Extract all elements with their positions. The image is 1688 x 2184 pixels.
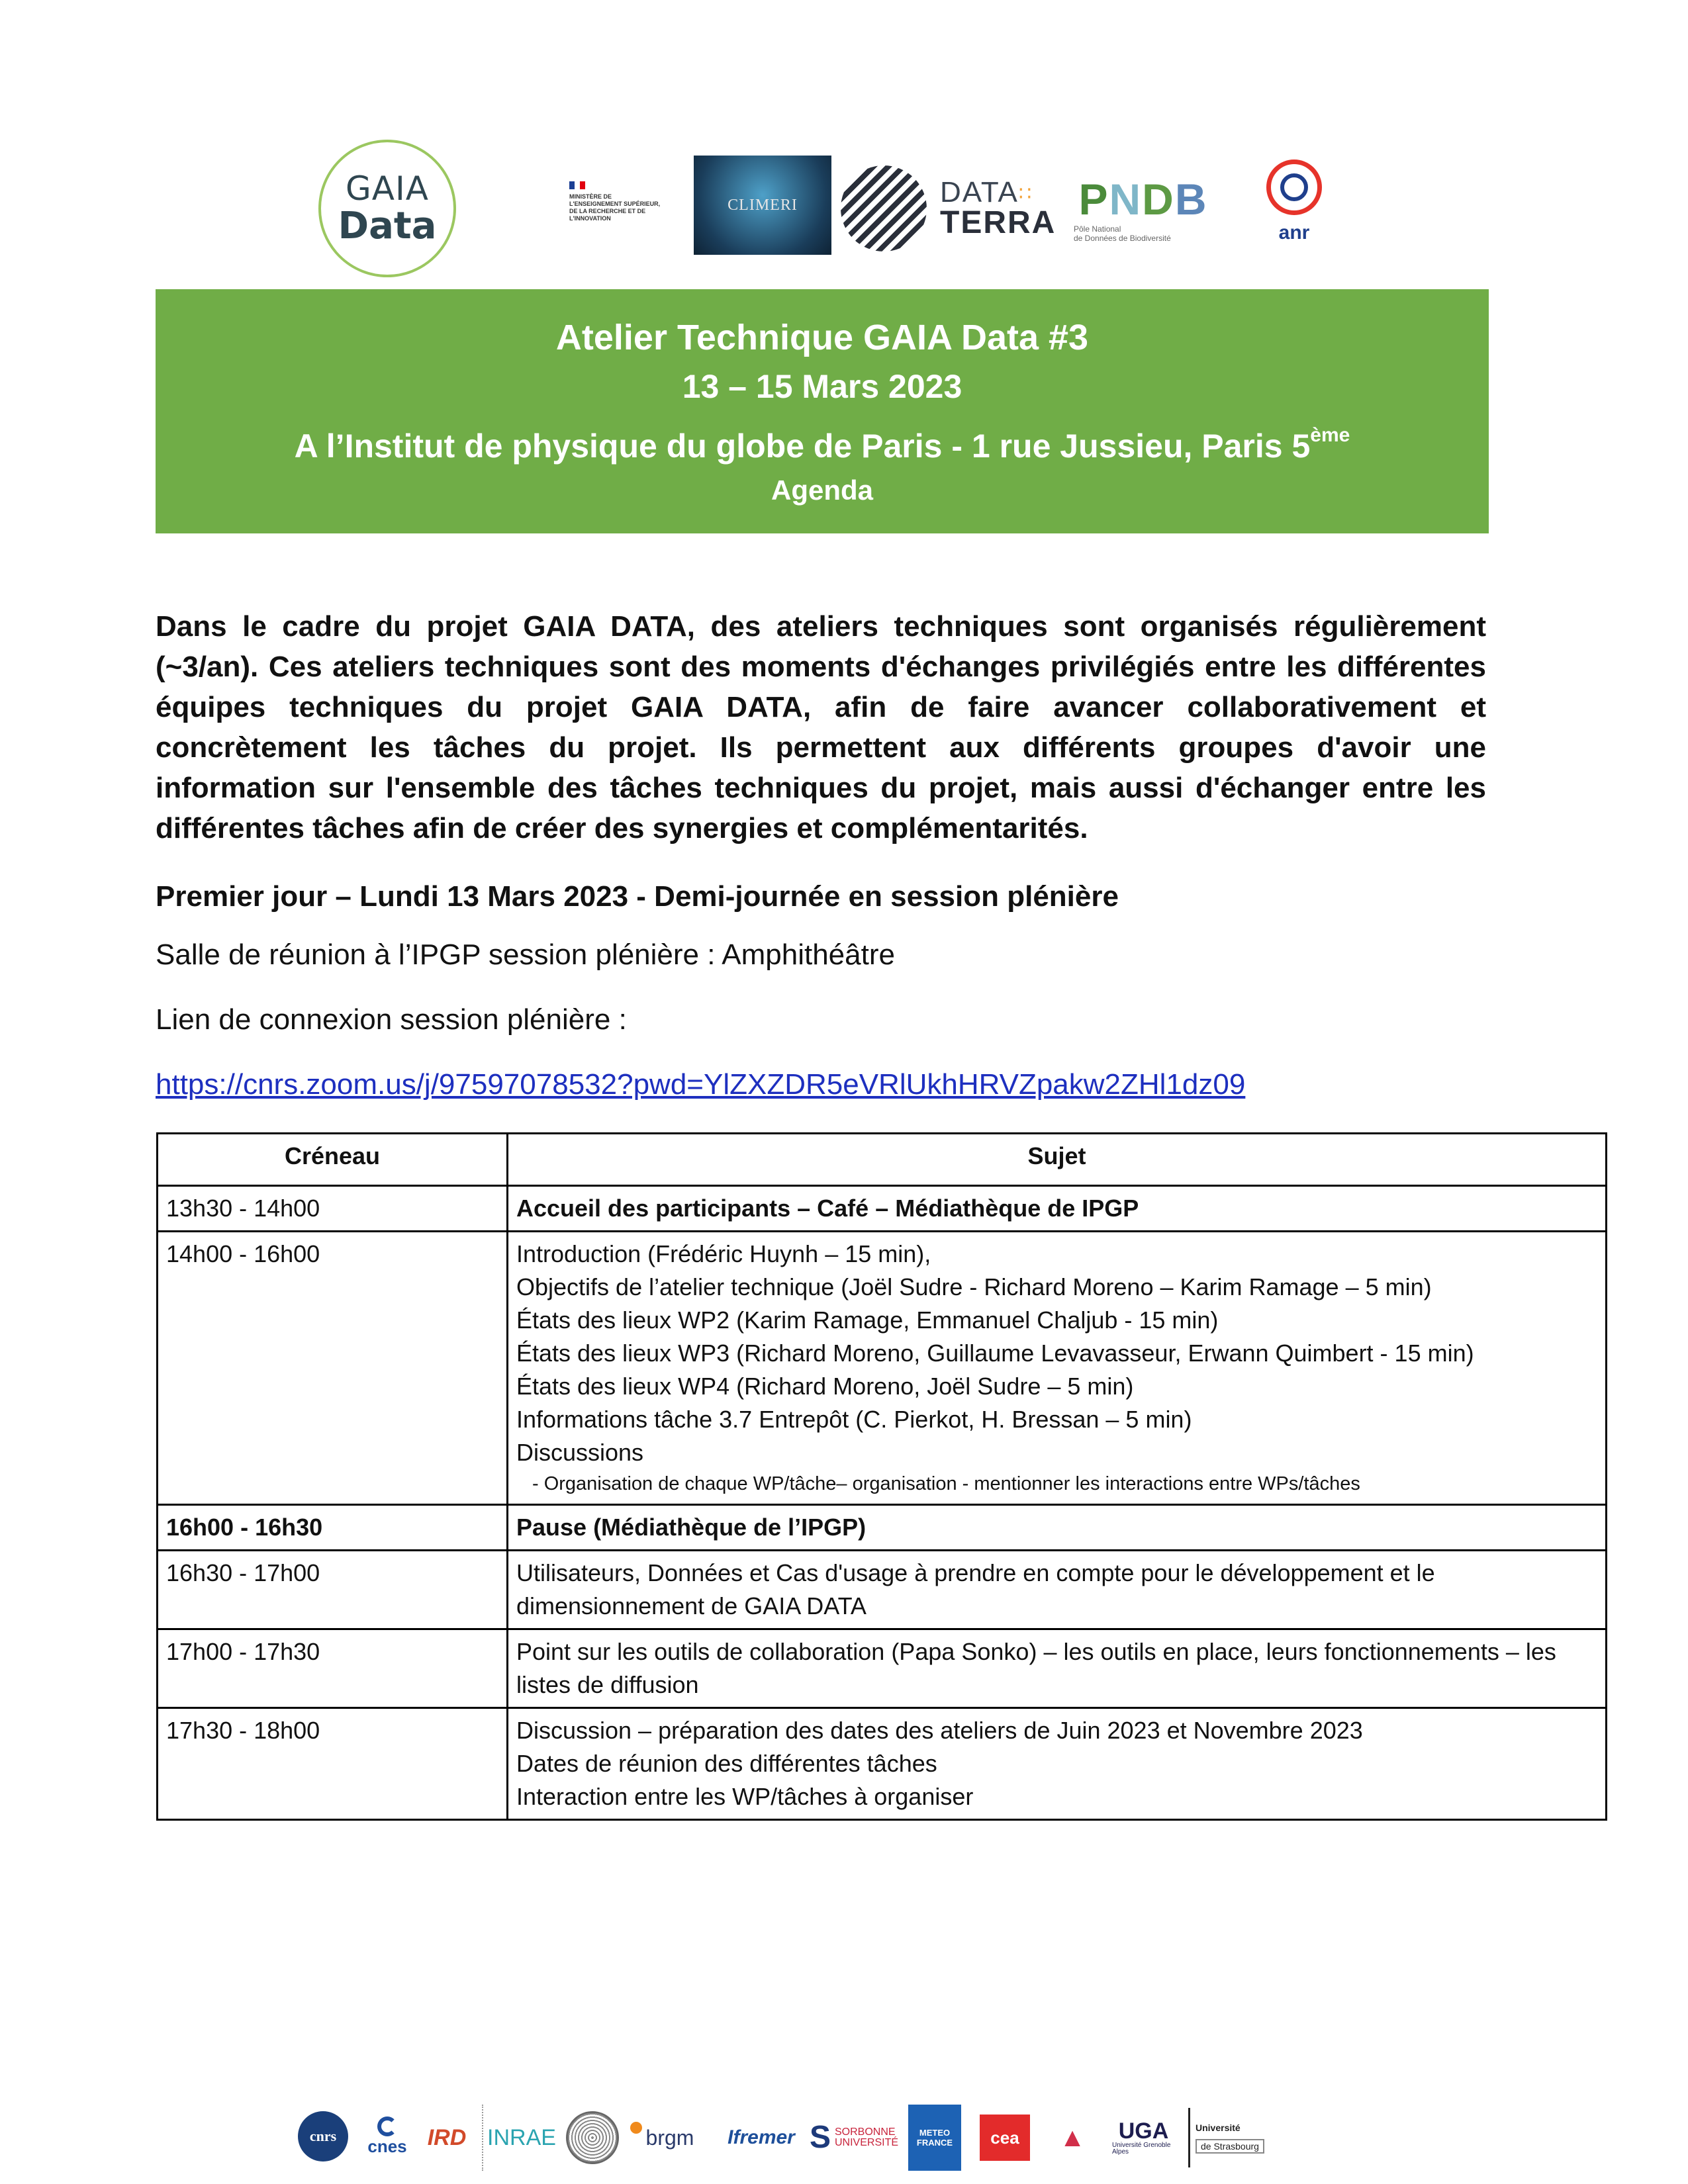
table-row bbox=[158, 1629, 1607, 1708]
data-terra-line2: TERRA bbox=[940, 205, 1056, 240]
zoom-link[interactable]: https://cnrs.zoom.us/j/97597078532?pwd=YlZXZDR5eVRlUkhHRVZpakw2ZHl1dz09 bbox=[156, 1068, 1246, 1101]
subject-line: Accueil des participants – Café – Médiathèque de IPGP bbox=[516, 1195, 1139, 1222]
event-place-sup: ème bbox=[1310, 424, 1350, 446]
subject-line: États des lieux WP2 (Karim Ramage, Emmanuel Chaljub - 15 min) bbox=[516, 1306, 1219, 1334]
partner-logos-top bbox=[0, 126, 1688, 278]
event-place-text: A l’Institut de physique du globe de Paris - 1 rue Jussieu, Paris 5 bbox=[294, 427, 1311, 465]
subject-line: Discussions bbox=[516, 1439, 644, 1466]
subject-line: Dates de réunion des différentes tâches bbox=[516, 1750, 937, 1777]
agenda-table bbox=[156, 1132, 1607, 1821]
inrae-logo bbox=[489, 2118, 555, 2158]
uga-sub: Université Grenoble Alpes bbox=[1112, 2142, 1171, 2156]
climeri-logo bbox=[694, 156, 831, 255]
pndb-sub1: Pôle National bbox=[1074, 224, 1121, 234]
cnes-text: cnes bbox=[367, 2136, 407, 2156]
slot-cell: 16h00 - 16h30 bbox=[158, 1505, 508, 1551]
connection-label: Lien de connexion session plénière : bbox=[156, 1003, 627, 1036]
anr-logo bbox=[1258, 152, 1331, 251]
meteo-text: METEO FRANCE bbox=[916, 2128, 953, 2148]
strasbourg-logo bbox=[1188, 2108, 1294, 2167]
subject-line: Pause (Médiathèque de l’IPGP) bbox=[516, 1514, 867, 1541]
stripes-logo bbox=[841, 165, 927, 251]
uga-text: UGA bbox=[1118, 2118, 1169, 2144]
table-row bbox=[158, 1505, 1607, 1551]
subject-subline: - Organisation de chaque WP/tâche– organisation - mentionner les interactions entre WPs/tâches bbox=[532, 1473, 1360, 1494]
table-row bbox=[158, 1186, 1607, 1232]
ird-logo bbox=[424, 2115, 470, 2161]
cea-text: cea bbox=[990, 2127, 1019, 2148]
uga-logo bbox=[1112, 2111, 1175, 2164]
inrae-text: INRAE bbox=[487, 2124, 556, 2150]
table-row bbox=[158, 1551, 1607, 1629]
subject-line: Objectifs de l’atelier technique (Joël Sudre - Richard Moreno – Karim Ramage – 5 min) bbox=[516, 1273, 1432, 1300]
data-terra-line1: DATA bbox=[940, 176, 1019, 208]
subject-line: Point sur les outils de collaboration (Papa Sonko) – les outils en place, leurs fonctionnements – les listes de diffusion bbox=[516, 1638, 1556, 1698]
ird-text: IRD bbox=[427, 2124, 467, 2150]
dots-icon: ∷ bbox=[1018, 183, 1033, 205]
gaia-data-logo bbox=[311, 139, 463, 278]
strasbourg-line1: Université bbox=[1196, 2122, 1241, 2133]
header-creneau: Créneau bbox=[158, 1134, 508, 1186]
french-flag-icon bbox=[569, 181, 585, 189]
table-row bbox=[158, 1232, 1607, 1505]
subject-line: Utilisateurs, Données et Cas d'usage à prendre en compte pour le développement et le dimensionnement de GAIA DATA bbox=[516, 1559, 1435, 1619]
subject-cell bbox=[508, 1505, 1607, 1551]
gaia-logo-line2: Data bbox=[338, 205, 437, 248]
subject-cell bbox=[508, 1708, 1607, 1820]
event-dates: 13 – 15 Mars 2023 bbox=[682, 367, 962, 405]
cea-logo bbox=[980, 2115, 1030, 2161]
anr-ring-icon bbox=[1266, 159, 1322, 215]
subject-line: Discussion – préparation des dates des ateliers de Juin 2023 et Novembre 2023 bbox=[516, 1717, 1363, 1744]
pndb-logo bbox=[1067, 152, 1219, 265]
logo-divider bbox=[482, 2105, 483, 2171]
slot-cell: 16h30 - 17h00 bbox=[158, 1551, 508, 1629]
subject-cell bbox=[508, 1186, 1607, 1232]
subject-cell bbox=[508, 1232, 1607, 1505]
subject-cell bbox=[508, 1551, 1607, 1629]
ifremer-logo bbox=[725, 2118, 798, 2158]
header-sujet: Sujet bbox=[508, 1134, 1607, 1186]
pndb-sub2: de Données de Biodiversité bbox=[1074, 234, 1171, 243]
event-place bbox=[295, 411, 1350, 471]
subject-line: Informations tâche 3.7 Entrepôt (C. Pierkot, H. Bressan – 5 min) bbox=[516, 1406, 1192, 1433]
meteo-france-logo bbox=[908, 2105, 961, 2171]
table-header-row bbox=[158, 1134, 1607, 1186]
subject-line: États des lieux WP3 (Richard Moreno, Guillaume Levavasseur, Erwann Quimbert - 15 min) bbox=[516, 1340, 1474, 1367]
agenda-label: Agenda bbox=[771, 474, 873, 506]
climeri-text: CLIMERI bbox=[727, 196, 798, 214]
anr-text: anr bbox=[1278, 222, 1310, 244]
intro-paragraph: Dans le cadre du projet GAIA DATA, des ateliers techniques sont organisés régulièrement (~3/an). Ces ateliers techniques sont des moments d'échanges privilégiés entre les différentes équipes techniques du projet GAIA DATA, afin de faire avancer collaborativement et concrètement les tâches du projet. Ils permettent aux différents groupes d'avoir une information sur l'ensemble des tâches techniques du projet, mais aussi d'échanger entre les différentes tâches afin de créer des synergies et complémentarités. bbox=[156, 610, 1486, 844]
data-terra-logo bbox=[940, 172, 1059, 245]
cnrs-logo bbox=[298, 2111, 348, 2161]
cnrs-text: cnrs bbox=[309, 2128, 337, 2144]
partner-logos-bottom bbox=[0, 2085, 1688, 2184]
ministere-text: MINISTÈRE DE L'ENSEIGNEMENT SUPÉRIEUR, DE LA RECHERCHE ET DE L'INNOVATION bbox=[569, 193, 661, 222]
brgm-text: brgm bbox=[645, 2125, 694, 2150]
ipgp-logo: ▲ bbox=[1059, 2122, 1086, 2152]
subject-line: Interaction entre les WP/tâches à organiser bbox=[516, 1783, 974, 1810]
table-row bbox=[158, 1708, 1607, 1820]
room-info: Salle de réunion à l’IPGP session plénière : Amphithéâtre bbox=[156, 938, 895, 971]
ministere-logo bbox=[569, 162, 662, 242]
slot-cell: 17h00 - 17h30 bbox=[158, 1629, 508, 1708]
strasbourg-line2: de Strasbourg bbox=[1196, 2139, 1264, 2154]
ifremer-text: Ifremer bbox=[727, 2126, 795, 2148]
event-title: Atelier Technique GAIA Data #3 bbox=[555, 317, 1089, 357]
slot-cell: 17h30 - 18h00 bbox=[158, 1708, 508, 1820]
museum-seal-logo bbox=[566, 2111, 619, 2164]
pndb-letters: PNDB bbox=[1078, 175, 1208, 224]
brgm-logo bbox=[629, 2118, 695, 2158]
sorbonne-logo bbox=[811, 2115, 897, 2161]
slot-cell: 14h00 - 16h00 bbox=[158, 1232, 508, 1505]
cnes-logo bbox=[361, 2111, 414, 2161]
subject-cell bbox=[508, 1629, 1607, 1708]
slot-cell: 13h30 - 14h00 bbox=[158, 1186, 508, 1232]
day1-heading: Premier jour – Lundi 13 Mars 2023 - Demi-journée en session plénière bbox=[156, 880, 1119, 913]
title-banner bbox=[156, 289, 1489, 533]
gaia-logo-line1: GAIA bbox=[346, 169, 429, 208]
subject-line: Introduction (Frédéric Huynh – 15 min), bbox=[516, 1240, 931, 1267]
sorbonne-text: SORBONNE UNIVERSITÉ bbox=[835, 2126, 899, 2148]
sorbonne-s: S bbox=[809, 2120, 831, 2155]
subject-line: États des lieux WP4 (Richard Moreno, Joël Sudre – 5 min) bbox=[516, 1373, 1134, 1400]
